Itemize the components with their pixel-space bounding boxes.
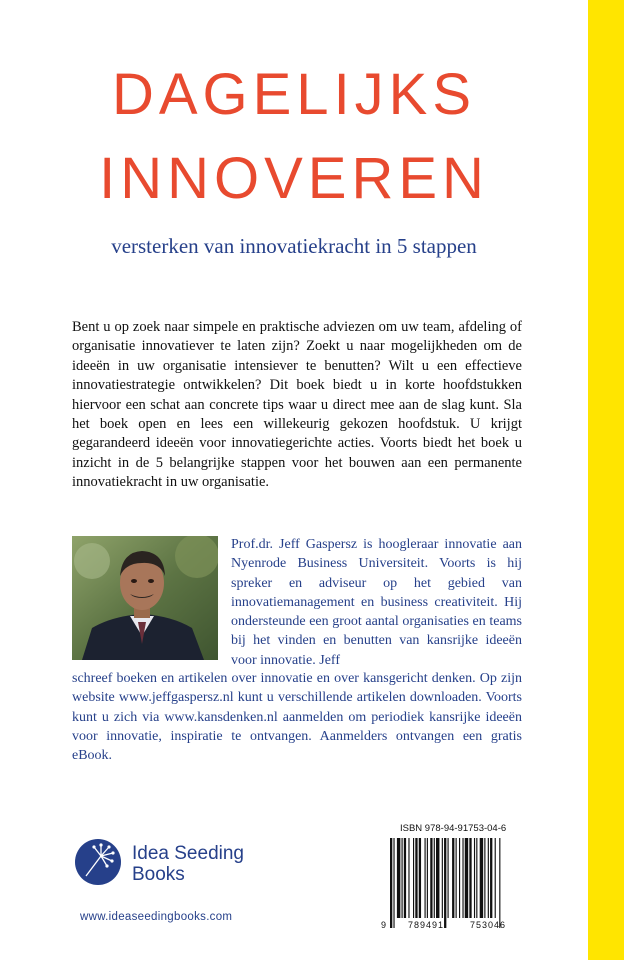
book-title-line2: INNOVEREN bbox=[99, 146, 489, 211]
barcode-bar bbox=[490, 838, 492, 918]
barcode-bar bbox=[476, 838, 477, 918]
barcode-digits-group1: 789491 bbox=[408, 920, 445, 930]
barcode-bar bbox=[393, 838, 394, 928]
barcode-bar bbox=[465, 838, 468, 918]
barcode-bar bbox=[448, 838, 449, 918]
barcode-bar bbox=[484, 838, 485, 918]
barcode-bar bbox=[499, 838, 500, 928]
barcode-bar bbox=[415, 838, 417, 918]
barcode-bar bbox=[474, 838, 475, 918]
publisher-name bbox=[132, 843, 244, 885]
barcode-digit-left: 9 bbox=[381, 920, 387, 930]
barcode-digits-group2: 753046 bbox=[470, 920, 507, 930]
barcode-bar bbox=[434, 838, 435, 918]
barcode-bar bbox=[404, 838, 406, 918]
barcode-bar bbox=[436, 838, 439, 918]
barcode-bar bbox=[402, 838, 403, 918]
isbn-label: ISBN 978-94-91753-04-6 bbox=[400, 823, 507, 834]
barcode-bar bbox=[488, 838, 489, 918]
barcode-bar bbox=[408, 838, 409, 918]
publisher-name-line1: Idea Seeding bbox=[132, 843, 244, 864]
barcode-bar bbox=[495, 838, 496, 918]
barcode-bar bbox=[469, 838, 471, 918]
book-subtitle: versterken van innovatiekracht in 5 stappen bbox=[111, 234, 477, 258]
barcode-bar bbox=[413, 838, 414, 918]
back-cover-blurb: Bent u op zoek naar simpele en praktische adviezen om uw team, afdeling of organisatie innovatiever te laten zijn? Zoekt u naar mogelijkheden om de ideeën in uw organisatie intensiever te benutten? Wilt u een effectieve innovatiestrategie ontwikkelen? Dit boek biedt u in korte hoofdstukken hiervoor een schat aan concrete tips waar u direct mee aan de slag kunt. Sla het boek open en lees een willekeurig gekozen hoofdstuk. U krijgt gegarandeerd ideeën voor innovatiegerichte acties. Voorts biedt het boek u inzicht in de 5 belangrijke stappen voor het bouwen aan een permanente innovatiekracht in uw organisatie. bbox=[72, 319, 522, 491]
publisher-website[interactable]: www.ideaseedingbooks.com bbox=[80, 911, 233, 923]
barcode-bar bbox=[425, 838, 426, 918]
barcode-bar bbox=[459, 838, 460, 918]
author-bio-part2: schreef boeken en artikelen over innovatie en over kansgericht denken. Op zijn website www.jeffgaspersz.nl kunt u verschillende artikelen downloaden. Voorts kunt u zich via www.kansdenken.nl aanmelden om periodiek kansrijke ideeën voor innovatie, inspiratie te ontvangen. Aanmelders ontvangen een gratis eBook. bbox=[72, 671, 522, 764]
dandelion-seed-icon bbox=[74, 838, 122, 886]
barcode-bar bbox=[430, 838, 432, 918]
author-bio-part1: Prof.dr. Jeff Gaspersz is hoogleraar innovatie aan Nyenrode Business Universiteit. Voorts is hij spreker en adviseur op het gebied van innovatiemanagement en business creativiteit. Hij ondersteunde een groot aantal organisaties en teams bij het vinden en benutten van kansrijke ideeën voor innovatie. Jeff bbox=[231, 537, 522, 668]
author-photo bbox=[72, 536, 218, 660]
barcode-bar bbox=[462, 838, 463, 918]
barcode-bar bbox=[442, 838, 443, 918]
barcode-bar bbox=[397, 838, 400, 918]
barcode-bar bbox=[452, 838, 454, 918]
barcode-bar bbox=[419, 838, 421, 918]
barcode-bar bbox=[427, 838, 428, 918]
book-spine bbox=[588, 0, 624, 960]
barcode-bar bbox=[444, 838, 446, 928]
barcode-bar bbox=[480, 838, 483, 918]
barcode-bar bbox=[390, 838, 392, 928]
book-title-line1: DAGELIJKS bbox=[111, 62, 477, 127]
barcode-bar bbox=[456, 838, 457, 918]
publisher-name-line2: Books bbox=[132, 864, 185, 885]
